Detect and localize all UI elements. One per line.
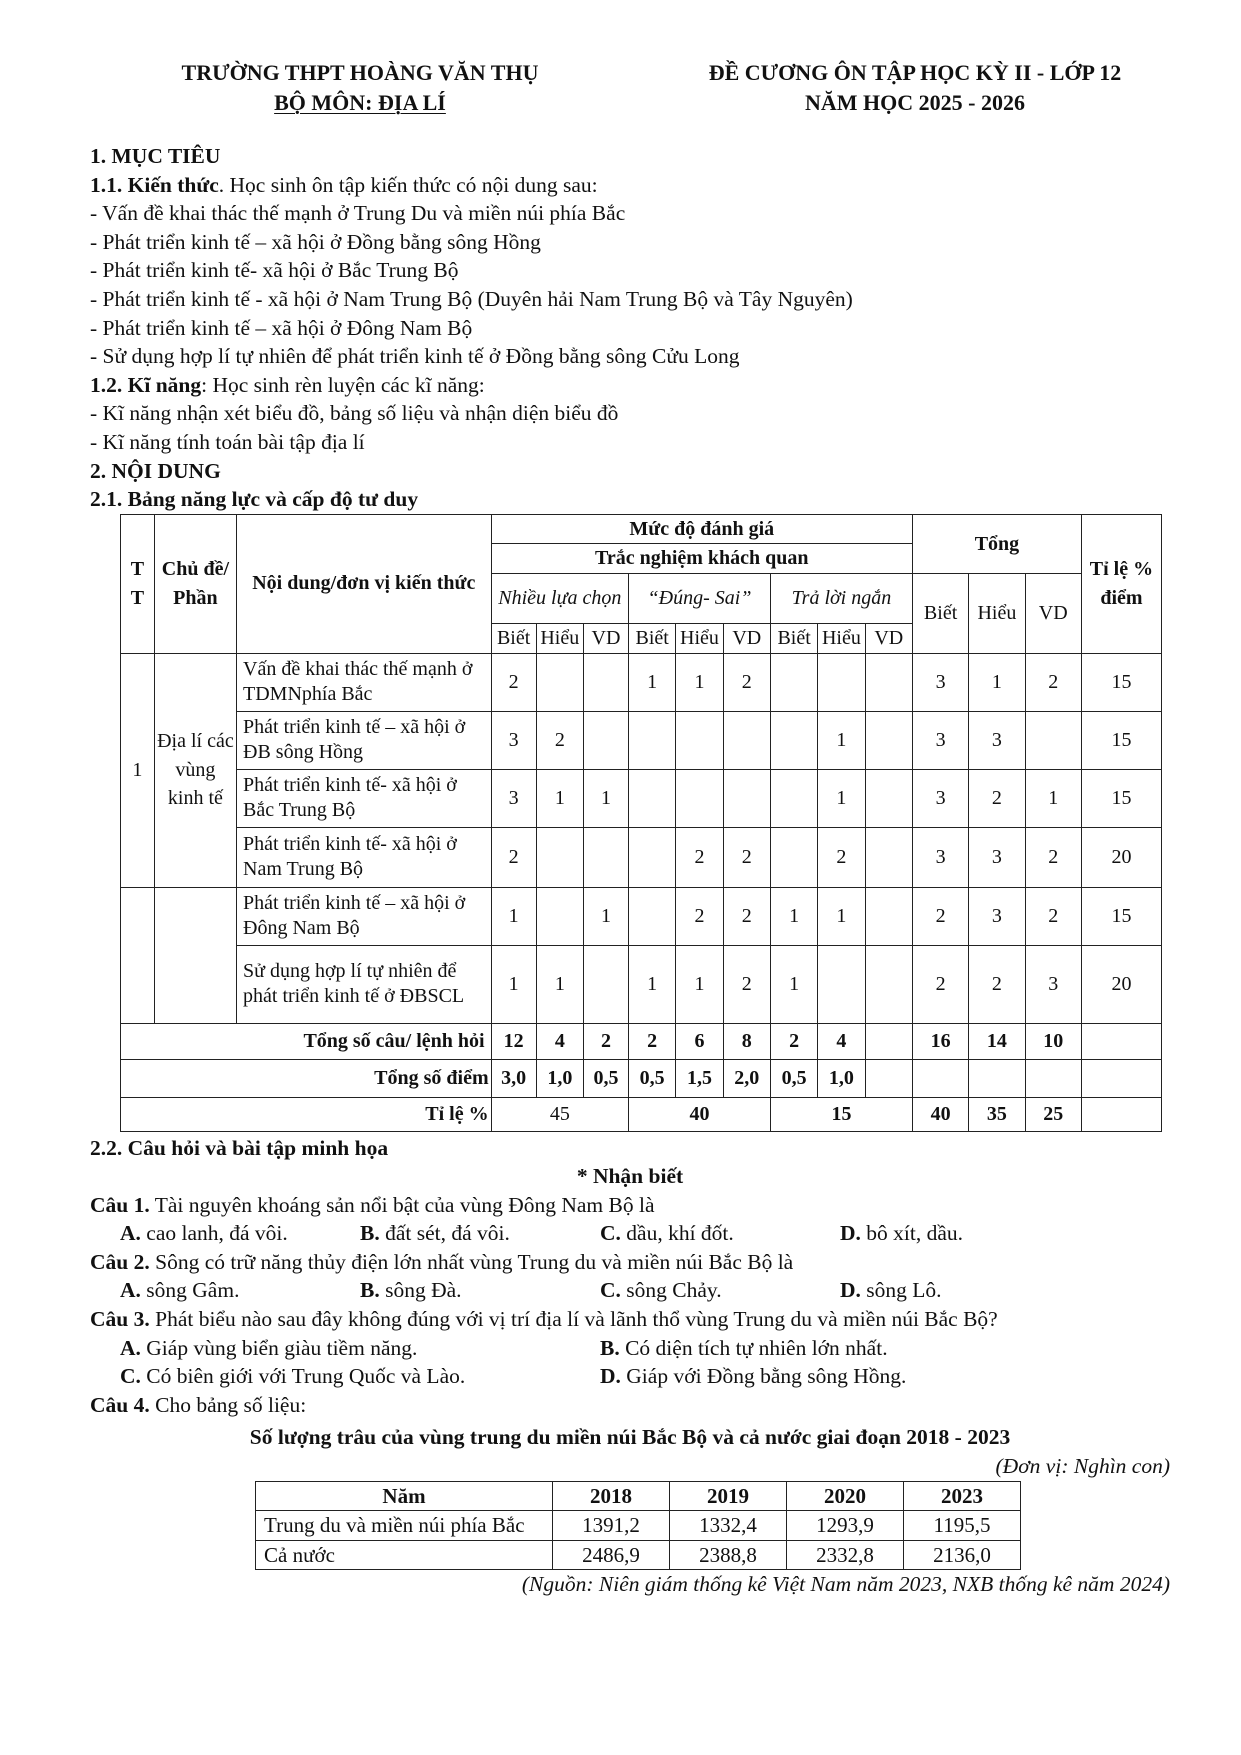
assessment-matrix-table — [120, 514, 1162, 1132]
content-cell: Vấn đề khai thác thế mạnh ở TDMNphía Bắc — [237, 653, 492, 711]
table-cell — [770, 827, 817, 887]
level-biet: Biết — [629, 623, 676, 653]
table-cell: 2 — [723, 827, 770, 887]
table-cell — [121, 887, 155, 1023]
table-cell: 2486,9 — [553, 1540, 670, 1570]
table-cell: 2 — [1025, 827, 1081, 887]
document-body — [90, 142, 1170, 1599]
table-cell: 3 — [912, 711, 968, 769]
table-cell — [770, 711, 817, 769]
topic-name: Địa lí các vùng kinh tế — [154, 653, 236, 887]
table-cell: 2 — [1025, 653, 1081, 711]
table-cell: 1 — [676, 653, 723, 711]
option-d: D. Giáp với Đồng bằng sông Hồng. — [600, 1364, 907, 1389]
table-cell — [676, 711, 723, 769]
sum-points-row — [121, 1059, 1162, 1097]
table-cell: 0,5 — [629, 1059, 676, 1097]
table-cell — [536, 653, 583, 711]
school-name: TRƯỜNG THPT HOÀNG VĂN THỤ — [181, 60, 539, 85]
section-heading-content: 2. NỘI DUNG — [90, 458, 221, 483]
table-row — [121, 887, 1162, 945]
question-1: Câu 1. Tài nguyên khoáng sản nổi bật của vùng Đông Nam Bộ là — [90, 1192, 655, 1217]
table-cell: 1332,4 — [670, 1511, 787, 1541]
table-cell: 20 — [1081, 827, 1161, 887]
table-cell: 3 — [1025, 945, 1081, 1023]
table-cell: 12 — [491, 1023, 536, 1059]
header-multiple-choice: Nhiều lựa chọn — [491, 573, 628, 623]
table-cell — [770, 769, 817, 827]
table-cell: 1 — [491, 887, 536, 945]
table-cell: 6 — [676, 1023, 723, 1059]
header-left — [150, 58, 570, 118]
table-cell: Năm — [256, 1481, 553, 1511]
table-cell: 2 — [676, 887, 723, 945]
department: BỘ MÔN: ĐỊA LÍ — [274, 90, 446, 115]
header-total-biet: Biết — [912, 573, 968, 653]
header-score-ratio: Tỉ lệ % điểm — [1081, 514, 1161, 653]
table-cell — [865, 1023, 912, 1059]
table-cell: 2 — [723, 945, 770, 1023]
table-cell: 10 — [1025, 1023, 1081, 1059]
header-total-vd: VD — [1025, 573, 1081, 653]
content-cell: Phát triển kinh tế – xã hội ở ĐB sông Hồng — [237, 711, 492, 769]
option-d: D. sông Lô. — [840, 1278, 942, 1303]
table-cell: Tổng số điểm — [121, 1059, 492, 1097]
skills-intro: 1.2. Kĩ năng: Học sinh rèn luyện các kĩ năng: — [90, 372, 485, 397]
table-cell: 2020 — [787, 1481, 904, 1511]
table-cell: 1 — [491, 945, 536, 1023]
table-cell: Tổng số câu/ lệnh hỏi — [121, 1023, 492, 1059]
table-cell: 1 — [536, 769, 583, 827]
table-cell: 2018 — [553, 1481, 670, 1511]
table-cell: 1391,2 — [553, 1511, 670, 1541]
table-cell — [154, 887, 236, 1023]
table-cell — [629, 887, 676, 945]
table-cell — [865, 653, 912, 711]
table-cell: 8 — [723, 1023, 770, 1059]
table-cell: 25 — [1025, 1097, 1081, 1131]
sum-questions-row — [121, 1023, 1162, 1059]
question-4: Câu 4. Cho bảng số liệu: — [90, 1392, 307, 1417]
table-header-row — [256, 1481, 1021, 1511]
question-3-options-row2 — [90, 1362, 1170, 1391]
table-cell: 1 — [818, 711, 865, 769]
question-1-options — [90, 1219, 1170, 1248]
option-c: C. sông Chảy. — [600, 1278, 722, 1303]
subsection-questions-title: 2.2. Câu hỏi và bài tập minh họa — [90, 1135, 389, 1160]
table-cell — [865, 827, 912, 887]
table-cell: 40 — [629, 1097, 771, 1131]
table-cell: 1,0 — [536, 1059, 583, 1097]
table-row — [121, 653, 1162, 711]
table-cell — [536, 887, 583, 945]
table-cell: 3,0 — [491, 1059, 536, 1097]
skill-item: - Kĩ năng nhận xét biểu đồ, bảng số liệu và nhận diện biểu đồ — [90, 401, 619, 426]
table-cell — [583, 711, 628, 769]
table-cell: 2 — [969, 769, 1025, 827]
table-cell: 3 — [912, 827, 968, 887]
table-cell: 1 — [583, 887, 628, 945]
table-cell: 1 — [583, 769, 628, 827]
knowledge-item: - Phát triển kinh tế - xã hội ở Nam Trung Bộ (Duyên hải Nam Trung Bộ và Tây Nguyên) — [90, 286, 853, 311]
table-cell: 2 — [770, 1023, 817, 1059]
header-topic: Chủ đề/ Phần — [154, 514, 236, 653]
table-cell: 15 — [1081, 711, 1161, 769]
table-cell — [723, 711, 770, 769]
table-cell — [629, 769, 676, 827]
table-cell: 2 — [583, 1023, 628, 1059]
content-cell: Sử dụng hợp lí tự nhiên để phát triển kinh tế ở ĐBSCL — [237, 945, 492, 1023]
level-vd: VD — [723, 623, 770, 653]
table-cell: 0,5 — [770, 1059, 817, 1097]
header-tt: T T — [121, 514, 155, 653]
table-cell — [1025, 1059, 1081, 1097]
table-cell: 2 — [912, 945, 968, 1023]
level-hieu: Hiểu — [676, 623, 723, 653]
table-cell: 2 — [491, 653, 536, 711]
data-table-unit: (Đơn vị: Nghìn con) — [995, 1454, 1170, 1479]
table-cell — [865, 945, 912, 1023]
table-cell: 3 — [912, 769, 968, 827]
option-b: B. đất sét, đá vôi. — [360, 1221, 510, 1246]
question-3-options-row1 — [90, 1334, 1170, 1363]
question-2: Câu 2. Sông có trữ năng thủy điện lớn nhất vùng Trung du và miền núi Bắc Bộ là — [90, 1249, 794, 1274]
table-cell: 2019 — [670, 1481, 787, 1511]
table-cell: 2 — [912, 887, 968, 945]
header-assessment-level: Mức độ đánh giá — [491, 514, 912, 544]
data-table-title: Số lượng trâu của vùng trung du miền núi Bắc Bộ và cả nước giai đoạn 2018 - 2023 — [249, 1425, 1011, 1450]
school-year: NĂM HỌC 2025 - 2026 — [805, 90, 1025, 115]
table-cell: 2388,8 — [670, 1540, 787, 1570]
table-cell — [818, 945, 865, 1023]
header-objective-test: Trắc nghiệm khách quan — [491, 544, 912, 574]
table-cell: 14 — [969, 1023, 1025, 1059]
table-cell: 1 — [770, 887, 817, 945]
document-title: ĐỀ CƯƠNG ÔN TẬP HỌC KỲ II - LỚP 12 — [708, 60, 1122, 85]
section-heading-objectives: 1. MỤC TIÊU — [90, 144, 221, 168]
option-a: A. sông Gâm. — [120, 1278, 240, 1303]
header-content: Nội dung/đơn vị kiến thức — [237, 514, 492, 653]
level-biet: Biết — [770, 623, 817, 653]
table-cell — [629, 827, 676, 887]
table-cell: 3 — [969, 827, 1025, 887]
table-cell: 15 — [1081, 887, 1161, 945]
table-cell — [818, 653, 865, 711]
table-cell: 4 — [818, 1023, 865, 1059]
table-cell: 2 — [818, 827, 865, 887]
table-cell: 15 — [1081, 769, 1161, 827]
table-cell: 20 — [1081, 945, 1161, 1023]
table-row — [121, 769, 1162, 827]
table-cell: 1 — [676, 945, 723, 1023]
table-cell — [676, 769, 723, 827]
table-row — [256, 1540, 1021, 1570]
table-cell — [969, 1059, 1025, 1097]
table-cell: 4 — [536, 1023, 583, 1059]
table-cell: 3 — [969, 711, 1025, 769]
header-total-hieu: Hiểu — [969, 573, 1025, 653]
table-cell — [583, 827, 628, 887]
table-row — [121, 711, 1162, 769]
level-hieu: Hiểu — [536, 623, 583, 653]
level-vd: VD — [865, 623, 912, 653]
knowledge-item: - Phát triển kinh tế – xã hội ở Đông Nam Bộ — [90, 315, 473, 340]
table-cell: 2 — [1025, 887, 1081, 945]
knowledge-item: - Phát triển kinh tế- xã hội ở Bắc Trung Bộ — [90, 258, 459, 283]
table-cell: 1 — [629, 653, 676, 711]
table-cell — [1025, 711, 1081, 769]
table-cell — [1081, 1023, 1161, 1059]
table-cell: 0,5 — [583, 1059, 628, 1097]
table-row — [256, 1511, 1021, 1541]
content-cell: Phát triển kinh tế- xã hội ở Bắc Trung Bộ — [237, 769, 492, 827]
option-a: A. Giáp vùng biển giàu tiềm năng. — [120, 1335, 418, 1360]
option-c: C. Có biên giới với Trung Quốc và Lào. — [120, 1364, 466, 1389]
option-b: B. sông Đà. — [360, 1278, 462, 1303]
level-hieu: Hiểu — [818, 623, 865, 653]
table-cell: 35 — [969, 1097, 1025, 1131]
table-cell: 3 — [912, 653, 968, 711]
level-biet: Biết — [491, 623, 536, 653]
table-cell: 2 — [969, 945, 1025, 1023]
table-cell — [723, 769, 770, 827]
section-recognition: * Nhận biết — [576, 1164, 684, 1189]
table-cell: 40 — [912, 1097, 968, 1131]
knowledge-item: - Vấn đề khai thác thế mạnh ở Trung Du và miền núi phía Bắc — [90, 201, 626, 226]
table-cell: 1 — [818, 769, 865, 827]
table-cell: 1 — [770, 945, 817, 1023]
table-cell: 3 — [969, 887, 1025, 945]
header-short-answer: Trả lời ngắn — [770, 573, 912, 623]
table-cell: Tỉ lệ % — [121, 1097, 492, 1131]
knowledge-item: - Phát triển kinh tế – xã hội ở Đồng bằng sông Hồng — [90, 229, 541, 254]
skill-item: - Kĩ năng tính toán bài tập địa lí — [90, 429, 365, 454]
data-source: (Nguồn: Niên giám thống kê Việt Nam năm 2023, NXB thống kê năm 2024) — [521, 1572, 1170, 1597]
option-b: B. Có diện tích tự nhiên lớn nhất. — [600, 1335, 888, 1360]
buffalo-data-table — [255, 1481, 1021, 1571]
table-cell — [1081, 1059, 1161, 1097]
option-a: A. cao lanh, đá vôi. — [120, 1221, 288, 1246]
content-cell: Phát triển kinh tế – xã hội ở Đông Nam Bộ — [237, 887, 492, 945]
table-cell: 1 — [818, 887, 865, 945]
table-cell: Trung du và miền núi phía Bắc — [256, 1511, 553, 1541]
table-cell — [583, 945, 628, 1023]
subsection-matrix-title: 2.1. Bảng năng lực và cấp độ tư duy — [90, 487, 419, 512]
table-cell: 1 — [629, 945, 676, 1023]
table-cell: 1 — [1025, 769, 1081, 827]
question-2-options — [90, 1276, 1170, 1305]
table-cell — [1081, 1097, 1161, 1131]
table-cell: 3 — [491, 711, 536, 769]
table-cell: 1 — [969, 653, 1025, 711]
table-cell — [865, 711, 912, 769]
table-cell: 2 — [629, 1023, 676, 1059]
table-cell: 2 — [536, 711, 583, 769]
table-cell: 2,0 — [723, 1059, 770, 1097]
table-row — [121, 945, 1162, 1023]
option-c: C. dầu, khí đốt. — [600, 1221, 734, 1246]
table-cell: 2 — [676, 827, 723, 887]
table-cell — [770, 653, 817, 711]
table-row — [121, 827, 1162, 887]
table-cell: 45 — [491, 1097, 628, 1131]
table-cell — [629, 711, 676, 769]
table-cell: 2 — [723, 653, 770, 711]
table-cell: 2 — [491, 827, 536, 887]
table-cell — [865, 1059, 912, 1097]
header-total: Tổng — [912, 514, 1081, 573]
ratio-row — [121, 1097, 1162, 1131]
table-cell: 2332,8 — [787, 1540, 904, 1570]
table-cell: 2136,0 — [904, 1540, 1021, 1570]
table-cell: 1,5 — [676, 1059, 723, 1097]
table-cell — [865, 769, 912, 827]
content-cell: Phát triển kinh tế- xã hội ở Nam Trung Bộ — [237, 827, 492, 887]
table-cell: 2 — [723, 887, 770, 945]
header-right — [650, 58, 1180, 118]
table-cell — [583, 653, 628, 711]
knowledge-intro: 1.1. Kiến thức. Học sinh ôn tập kiến thức có nội dung sau: — [90, 172, 598, 197]
table-cell: 1 — [536, 945, 583, 1023]
table-cell: 1195,5 — [904, 1511, 1021, 1541]
table-cell — [536, 827, 583, 887]
table-cell: 3 — [491, 769, 536, 827]
option-d: D. bô xít, dầu. — [840, 1221, 964, 1246]
table-cell: 1293,9 — [787, 1511, 904, 1541]
table-cell: Cả nước — [256, 1540, 553, 1570]
table-cell: 15 — [770, 1097, 912, 1131]
table-cell: 1,0 — [818, 1059, 865, 1097]
knowledge-item: - Sử dụng hợp lí tự nhiên để phát triển kinh tế ở Đồng bằng sông Cửu Long — [90, 344, 740, 369]
header-true-false: “Đúng- Sai” — [629, 573, 771, 623]
table-cell: 15 — [1081, 653, 1161, 711]
topic-number: 1 — [121, 653, 155, 887]
table-cell: 16 — [912, 1023, 968, 1059]
level-vd: VD — [583, 623, 628, 653]
table-cell — [912, 1059, 968, 1097]
question-3: Câu 3. Phát biểu nào sau đây không đúng với vị trí địa lí và lãnh thổ vùng Trung du và miền núi Bắc Bộ? — [90, 1307, 998, 1332]
table-cell — [865, 887, 912, 945]
table-cell: 2023 — [904, 1481, 1021, 1511]
